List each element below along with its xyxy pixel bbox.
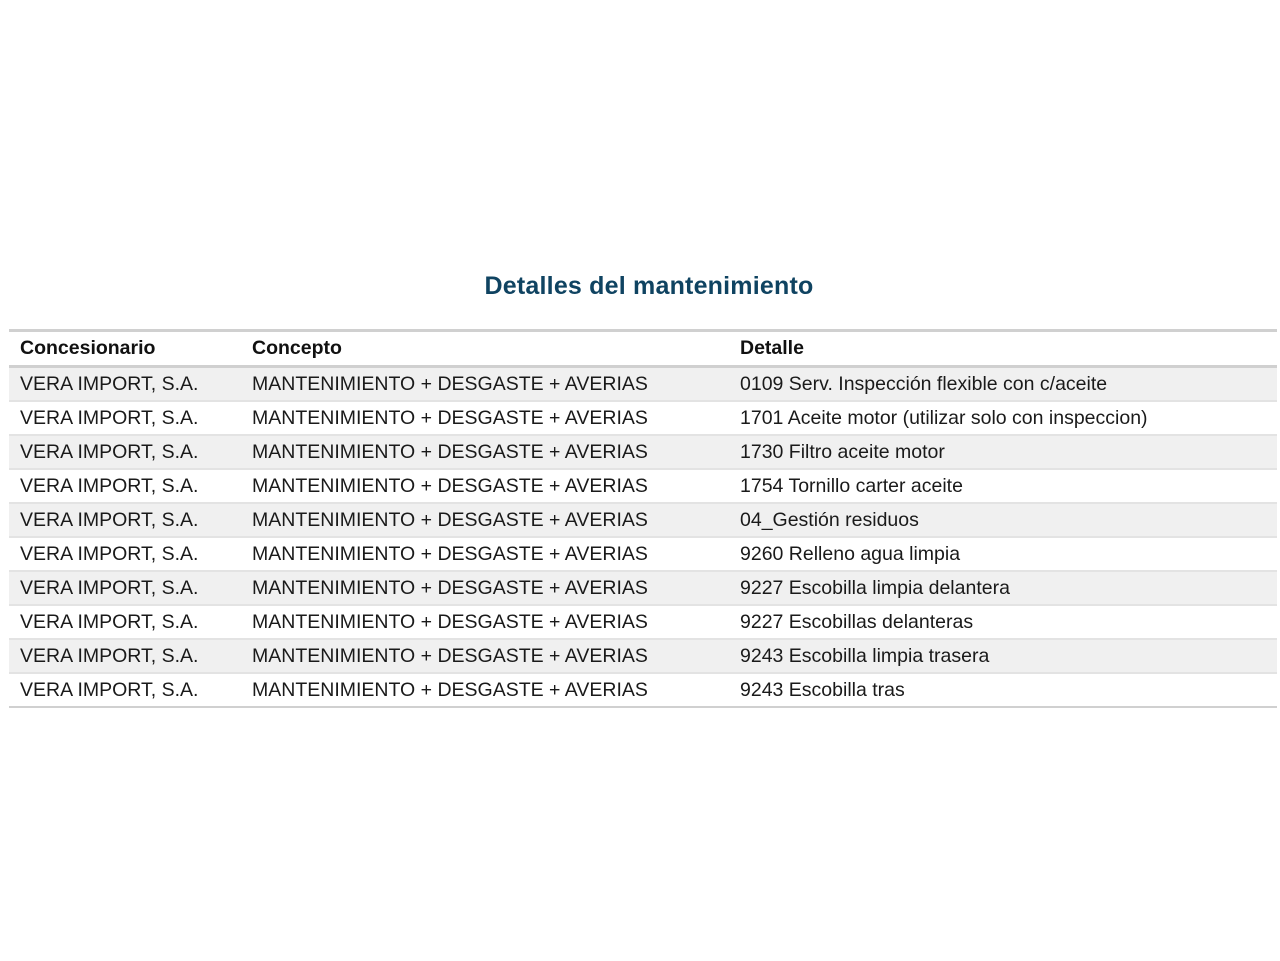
cell-concesionario: VERA IMPORT, S.A. [9, 469, 241, 503]
cell-detalle: 04_Gestión residuos [729, 503, 1277, 537]
cell-concesionario: VERA IMPORT, S.A. [9, 673, 241, 707]
table-row [9, 673, 1277, 707]
table-row [9, 571, 1277, 605]
table-header [9, 332, 1277, 367]
page-title: Detalles del mantenimiento [484, 272, 814, 300]
maintenance-table-container [9, 329, 1277, 708]
cell-detalle: 0109 Serv. Inspección flexible con c/aceite [729, 367, 1277, 402]
cell-concepto: MANTENIMIENTO + DESGASTE + AVERIAS [241, 435, 729, 469]
cell-concepto: MANTENIMIENTO + DESGASTE + AVERIAS [241, 605, 729, 639]
cell-concepto: MANTENIMIENTO + DESGASTE + AVERIAS [241, 503, 729, 537]
table-row [9, 537, 1277, 571]
table-row [9, 469, 1277, 503]
cell-concepto: MANTENIMIENTO + DESGASTE + AVERIAS [241, 537, 729, 571]
table-row [9, 367, 1277, 402]
table-row [9, 605, 1277, 639]
cell-concepto: MANTENIMIENTO + DESGASTE + AVERIAS [241, 469, 729, 503]
cell-concepto: MANTENIMIENTO + DESGASTE + AVERIAS [241, 401, 729, 435]
header-concesionario: Concesionario [9, 332, 241, 367]
table-row [9, 639, 1277, 673]
cell-concesionario: VERA IMPORT, S.A. [9, 571, 241, 605]
cell-detalle: 9243 Escobilla tras [729, 673, 1277, 707]
cell-concepto: MANTENIMIENTO + DESGASTE + AVERIAS [241, 367, 729, 402]
header-row [9, 332, 1277, 367]
cell-concepto: MANTENIMIENTO + DESGASTE + AVERIAS [241, 639, 729, 673]
table-row [9, 401, 1277, 435]
cell-detalle: 9243 Escobilla limpia trasera [729, 639, 1277, 673]
cell-concesionario: VERA IMPORT, S.A. [9, 605, 241, 639]
cell-concesionario: VERA IMPORT, S.A. [9, 401, 241, 435]
cell-detalle: 1701 Aceite motor (utilizar solo con inspeccion) [729, 401, 1277, 435]
cell-detalle: 9227 Escobillas delanteras [729, 605, 1277, 639]
header-concepto: Concepto [241, 332, 729, 367]
cell-concepto: MANTENIMIENTO + DESGASTE + AVERIAS [241, 571, 729, 605]
maintenance-table [9, 332, 1277, 708]
table-body [9, 367, 1277, 708]
cell-concesionario: VERA IMPORT, S.A. [9, 367, 241, 402]
cell-concesionario: VERA IMPORT, S.A. [9, 503, 241, 537]
cell-detalle: 9227 Escobilla limpia delantera [729, 571, 1277, 605]
cell-detalle: 9260 Relleno agua limpia [729, 537, 1277, 571]
cell-concesionario: VERA IMPORT, S.A. [9, 639, 241, 673]
table-row [9, 503, 1277, 537]
cell-concesionario: VERA IMPORT, S.A. [9, 537, 241, 571]
cell-detalle: 1730 Filtro aceite motor [729, 435, 1277, 469]
cell-concesionario: VERA IMPORT, S.A. [9, 435, 241, 469]
cell-concepto: MANTENIMIENTO + DESGASTE + AVERIAS [241, 673, 729, 707]
header-detalle: Detalle [729, 332, 1277, 367]
table-row [9, 435, 1277, 469]
cell-detalle: 1754 Tornillo carter aceite [729, 469, 1277, 503]
